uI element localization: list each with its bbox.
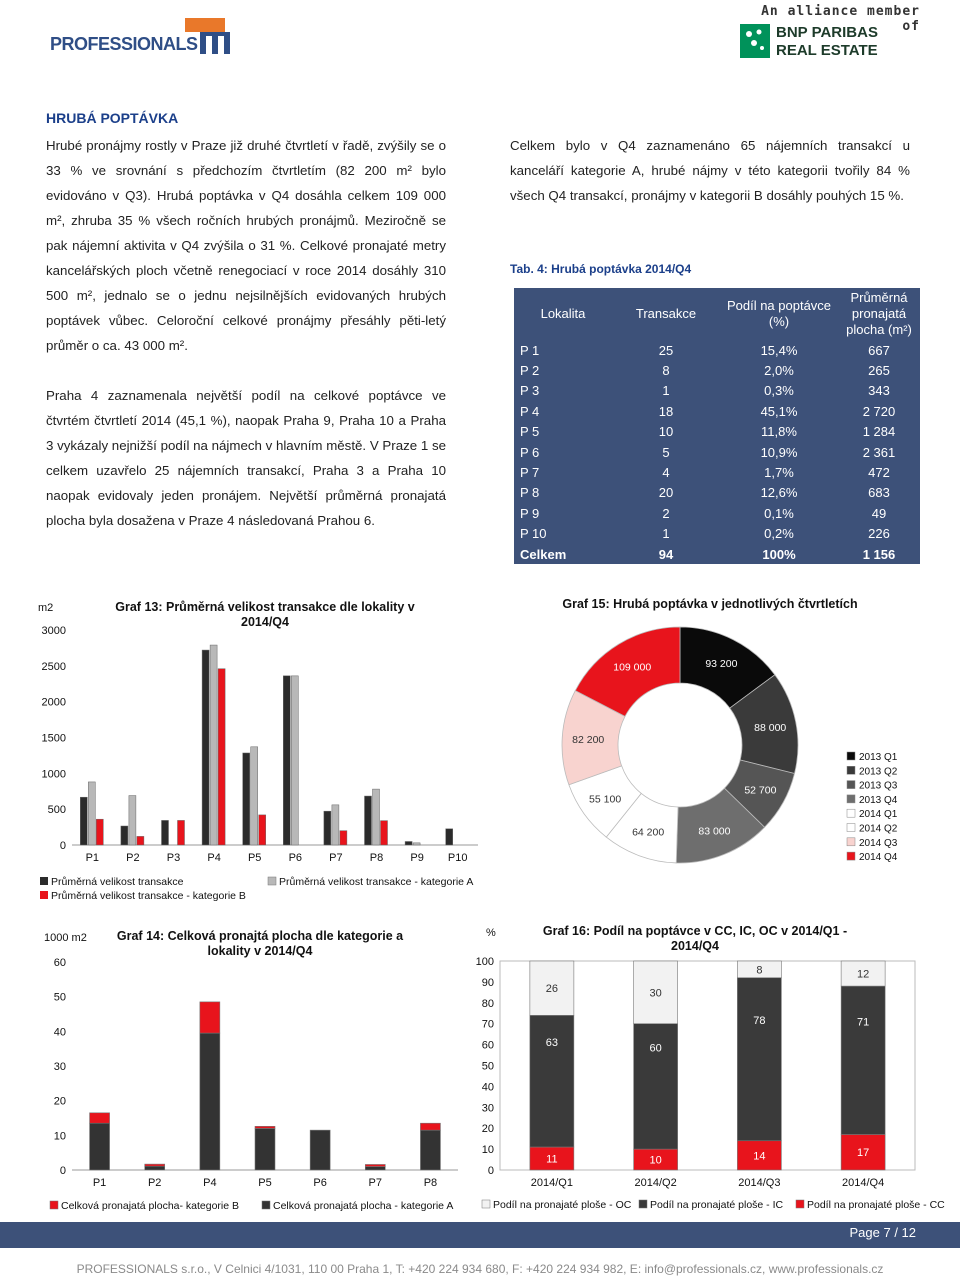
footer-address: PROFESSIONALS s.r.o., V Celnici 4/1031, 110 00 Praha 1, T: +420 224 934 680, F: +420 224 934 982, E: info@professionals.cz, www.professionals.cz — [76, 1262, 884, 1276]
table-row — [514, 360, 920, 380]
x-tick-label: P7 — [329, 852, 343, 864]
table-cell: 1 — [662, 526, 670, 542]
bar-segment — [90, 1123, 110, 1170]
data-label: 60 — [649, 1042, 662, 1055]
table-cell: 12,6% — [760, 485, 798, 501]
y-tick-label: 20 — [481, 1123, 494, 1136]
bar — [210, 645, 217, 845]
legend-swatch — [847, 766, 855, 774]
data-label: 17 — [857, 1147, 870, 1160]
x-tick-label: P9 — [410, 852, 424, 864]
table-header-row — [514, 288, 920, 340]
x-tick-label: P10 — [447, 852, 468, 864]
table-header: Průměrná pronajatá plocha (m²) — [846, 290, 912, 337]
table-cell: 472 — [868, 465, 890, 481]
table-cell: P 10 — [520, 526, 547, 542]
legend-label: 2014 Q1 — [859, 809, 898, 821]
bar-segment — [310, 1130, 330, 1170]
y-tick-label: 70 — [481, 1018, 494, 1031]
y-tick-label: 2500 — [41, 660, 66, 673]
slice-label: 55 100 — [589, 793, 622, 806]
table-cell: 343 — [868, 383, 890, 399]
bar-segment — [145, 1166, 165, 1170]
left-text-column — [46, 133, 446, 533]
bnp-stars-icon — [740, 24, 770, 58]
bar — [137, 836, 144, 845]
table-header: Lokalita — [540, 306, 586, 321]
table-cell: P 7 — [520, 465, 540, 481]
bar — [178, 820, 185, 845]
bar-segment — [200, 1033, 220, 1170]
bar — [324, 811, 331, 845]
legend-swatch — [847, 752, 855, 760]
legend-swatch — [639, 1200, 647, 1208]
x-tick-label: P5 — [247, 852, 262, 864]
bar — [243, 753, 250, 845]
bar — [373, 789, 380, 845]
table-cell: P 4 — [520, 403, 540, 419]
table-cell: 683 — [868, 485, 890, 501]
data-label: 26 — [545, 983, 558, 996]
table-cell: 2 — [662, 505, 670, 521]
legend-label: Průměrná velikost transakce — [51, 876, 184, 888]
y-tick-label: 90 — [481, 976, 494, 989]
section-title: HRUBÁ POPTÁVKA — [46, 110, 179, 126]
slice-label: 82 200 — [572, 733, 605, 746]
chart-13-title: Graf 13: Průměrná velikost transakce dle lokality v 2014/Q4 — [115, 600, 415, 629]
legend-swatch — [847, 781, 855, 789]
legend-swatch — [50, 1201, 58, 1209]
logo-text: PROFESSIONALS — [50, 34, 198, 54]
table-cell: 25 — [658, 342, 674, 358]
table-row — [514, 524, 920, 544]
bar — [121, 826, 128, 845]
table-cell: 20 — [658, 485, 674, 501]
bar — [340, 831, 347, 845]
bar-segment — [255, 1126, 275, 1128]
bnp-line2: REAL ESTATE — [776, 42, 878, 59]
right-paragraph-1: Celkem bylo v Q4 zaznamenáno 65 nájemních transakcí u kanceláří kategorie A, hrubé nájmy v této kategorii tvořily 84 % všech Q4 transakcí, pronájmy v kategorii B dosáhly pouhých 15 %. — [510, 138, 910, 203]
data-label: 71 — [857, 1016, 870, 1029]
table-caption: Tab. 4: Hrubá poptávka 2014/Q4 — [510, 262, 692, 276]
bar — [365, 796, 372, 845]
professionals-logo — [50, 12, 240, 57]
table-cell: 94 — [658, 546, 674, 562]
table-cell: Celkem — [520, 546, 567, 562]
x-tick-label: P2 — [126, 852, 140, 864]
bar-segment — [841, 986, 885, 1134]
bnp-line1: BNP PARIBAS — [776, 24, 878, 41]
y-tick-label: 0 — [59, 1165, 66, 1177]
bar — [162, 820, 169, 845]
table-cell: P 3 — [520, 383, 540, 399]
table-cell: 100% — [762, 546, 796, 562]
chart-14-title: Graf 14: Celková pronajtá plocha dle kategorie a lokality v 2014/Q4 — [116, 929, 404, 958]
x-tick-label: P6 — [288, 852, 303, 864]
slice-label: 52 700 — [744, 784, 777, 797]
table-cell: 2 361 — [862, 444, 896, 460]
table-cell: P 2 — [520, 363, 540, 379]
y-tick-label: 1000 — [41, 768, 66, 781]
bar-segment — [200, 1002, 220, 1033]
bar-segment — [365, 1164, 385, 1166]
x-tick-label: P1 — [92, 1177, 107, 1189]
table-cell: 0,1% — [764, 505, 794, 521]
table-cell: 0,3% — [764, 383, 794, 399]
legend-label: Celková pronajatá plocha - kategorie A — [273, 1200, 454, 1212]
table-cell: 10 — [658, 424, 674, 440]
table-cell: 2 720 — [862, 403, 896, 419]
table-cell: 2,0% — [764, 363, 794, 379]
bar — [129, 796, 136, 845]
legend-swatch — [796, 1200, 804, 1208]
y-axis-label: m2 — [38, 602, 54, 614]
bar — [251, 747, 258, 845]
y-axis-label: % — [486, 927, 496, 939]
y-tick-label: 10 — [481, 1144, 494, 1157]
bar — [80, 797, 87, 845]
y-tick-label: 60 — [481, 1039, 494, 1052]
legend-swatch — [40, 891, 48, 899]
y-tick-label: 20 — [53, 1095, 66, 1108]
bar — [332, 805, 339, 845]
x-tick-label: P2 — [147, 1177, 162, 1189]
legend-swatch — [482, 1200, 490, 1208]
legend-label: Podíl na pronajaté ploše - OC — [493, 1199, 632, 1211]
bar — [96, 819, 103, 845]
legend-swatch — [262, 1201, 270, 1209]
slice-label: 93 200 — [705, 657, 738, 670]
table-cell: P 1 — [520, 342, 540, 358]
table-header: Transakce — [635, 306, 697, 321]
y-tick-label: 0 — [59, 840, 66, 852]
legend-label: 2014 Q4 — [859, 852, 898, 864]
y-tick-label: 0 — [487, 1165, 494, 1177]
chart-15 — [480, 615, 960, 885]
y-tick-label: 40 — [481, 1081, 494, 1094]
legend-swatch — [847, 809, 855, 817]
bar — [381, 821, 388, 845]
legend-label: 2013 Q1 — [859, 752, 898, 763]
legend-swatch — [847, 824, 855, 832]
table-cell: P 8 — [520, 485, 540, 501]
table-cell: 18 — [658, 403, 674, 419]
legend-label: 2013 Q3 — [859, 780, 898, 792]
alliance-text: An alliance member of — [761, 4, 920, 34]
data-label: 11 — [546, 1153, 558, 1166]
legend-label: Celková pronajatá plocha- kategorie B — [61, 1200, 240, 1212]
right-text-column — [510, 133, 910, 208]
table-cell: P 5 — [520, 424, 540, 440]
chart-14 — [0, 925, 470, 1220]
table-row — [514, 462, 920, 482]
y-tick-label: 30 — [481, 1102, 494, 1115]
x-tick-label: 2014/Q4 — [842, 1177, 885, 1189]
legend-label: Průměrná velikost transakce - kategorie B — [51, 890, 246, 902]
table-cell: 1 284 — [862, 424, 896, 440]
bnp-logo — [740, 4, 920, 60]
bar-segment — [145, 1164, 165, 1166]
table-cell: 265 — [868, 363, 890, 379]
data-label: 14 — [753, 1150, 766, 1163]
legend-label: 2013 Q2 — [859, 766, 898, 778]
bar-segment — [420, 1130, 440, 1170]
x-tick-label: P3 — [166, 852, 181, 864]
y-tick-label: 30 — [53, 1061, 66, 1073]
bar — [202, 650, 209, 845]
table-row — [514, 544, 920, 564]
table-row — [514, 381, 920, 401]
y-tick-label: 80 — [481, 997, 494, 1010]
table-cell: 11,8% — [761, 424, 797, 440]
slice-label: 109 000 — [613, 661, 652, 674]
chart-16 — [470, 920, 960, 1220]
table-cell: 10,9% — [760, 444, 798, 460]
table-cell: 0,2% — [764, 526, 794, 542]
x-tick-label: P4 — [207, 852, 221, 864]
bar — [218, 669, 225, 845]
bar — [283, 676, 290, 845]
bar — [88, 782, 95, 845]
bar — [259, 815, 266, 845]
x-tick-label: 2014/Q2 — [634, 1177, 677, 1189]
y-tick-label: 500 — [47, 804, 66, 817]
legend-swatch — [268, 877, 276, 885]
legend-label: Podíl na pronajaté ploše - IC — [650, 1199, 784, 1211]
data-label: 10 — [649, 1154, 662, 1167]
table-cell: P 6 — [520, 444, 540, 460]
x-tick-label: P8 — [369, 852, 384, 864]
y-tick-label: 50 — [53, 991, 66, 1004]
x-tick-label: 2014/Q1 — [530, 1177, 573, 1189]
legend-label: Podíl na pronajaté ploše - CC — [807, 1199, 945, 1211]
legend-label: 2014 Q2 — [859, 823, 898, 835]
legend-swatch — [847, 852, 855, 860]
legend-label: 2014 Q3 — [859, 837, 898, 849]
legend-swatch — [847, 795, 855, 803]
x-tick-label: P1 — [85, 852, 100, 864]
demand-table — [514, 288, 920, 564]
table-row — [514, 422, 920, 442]
y-tick-label: 10 — [53, 1130, 66, 1143]
left-paragraph-1: Hrubé pronájmy rostly v Praze již druhé čtvrtletí v řadě, zvýšily se o 33 % ve srovnání s předchozím čtvrtletím (82 200 m² bylo evidováno v Q3). Hrubá poptávka v Q4 dosáhla celkem 109 000 m², zhruba 35 % všech ročních hrubých pronájmů. Meziročně se pak nájemní aktivita v Q4 zvýšila o 31 %. Celkové pronajaté metry kancelářských ploch včetně renegociací v roce 2014 dosáhly 310 500 m², jednalo se o jednu nejsilnějších evidovaných hrubých poptávek vůbec. Celoroční celkové pronájmy přesáhly pěti-letý průměr o ca. 43 000 m². — [46, 138, 446, 353]
page-number: Page 7 / 12 — [849, 1225, 916, 1240]
bar — [413, 843, 420, 845]
slice-label: 64 200 — [632, 826, 665, 839]
x-tick-label: P7 — [368, 1177, 383, 1189]
bar-segment — [90, 1113, 110, 1123]
x-tick-label: P4 — [203, 1177, 217, 1189]
table-row — [514, 401, 920, 421]
y-tick-label: 2000 — [41, 696, 66, 709]
table-cell: 5 — [662, 444, 670, 460]
chart-13 — [0, 595, 490, 910]
data-label: 8 — [756, 964, 763, 977]
table-cell: 1 156 — [862, 546, 896, 562]
data-label: 63 — [545, 1037, 558, 1050]
data-label: 12 — [857, 968, 870, 981]
y-tick-label: 100 — [475, 956, 494, 968]
legend-swatch — [40, 877, 48, 885]
table-row — [514, 483, 920, 503]
bar-segment — [530, 1015, 574, 1147]
bar-segment — [737, 978, 781, 1141]
x-tick-label: P5 — [258, 1177, 272, 1189]
chart-16-title: Graf 16: Podíl na poptávce v CC, IC, OC v 2014/Q1 - 2014/Q4 — [542, 924, 848, 953]
left-paragraph-2: Praha 4 zaznamenala největší podíl na celkové poptávce ve čtvrtém čtvrtletí 2014 (45,1 %), naopak Praha 9, Praha 10 a Praha 3 vykázaly nejnižší podíl na nájmech v hlavním městě. V Praze 1 se celkem uzavřelo 25 nájemních transakcí, Praha 3 a Praha 10 naopak evidovaly jeden pronájem. Největší průměrná pronajatá plocha byla dosažena v Praze 4 následovaná Prahou 6. — [46, 388, 446, 528]
table-cell: 8 — [662, 363, 670, 379]
slice-label: 88 000 — [754, 722, 787, 735]
bar — [405, 841, 412, 845]
table-cell: 45,1% — [760, 403, 798, 419]
chart-15-title: Graf 15: Hrubá poptávka v jednotlivých čtvrtletích — [562, 597, 858, 611]
slice-label: 83 000 — [698, 825, 731, 838]
legend-label: Průměrná velikost transakce - kategorie A — [279, 876, 474, 888]
y-tick-label: 3000 — [41, 625, 66, 637]
y-tick-label: 40 — [53, 1026, 66, 1039]
bar-segment — [365, 1167, 385, 1170]
y-tick-label: 1500 — [41, 732, 66, 745]
table-cell: 1 — [662, 383, 670, 399]
x-tick-label: 2014/Q3 — [738, 1177, 781, 1189]
table-row — [514, 340, 920, 360]
legend-swatch — [847, 838, 855, 846]
x-tick-label: P8 — [423, 1177, 438, 1189]
table-row — [514, 503, 920, 523]
table-cell: 4 — [662, 465, 670, 481]
bar — [446, 829, 453, 845]
y-axis-label: 1000 m2 — [44, 932, 87, 944]
table-cell: 226 — [868, 526, 890, 542]
table-row — [514, 442, 920, 462]
footer-bar — [0, 1222, 960, 1248]
x-tick-label: P6 — [313, 1177, 327, 1189]
data-label: 78 — [753, 1015, 766, 1028]
bar — [291, 676, 298, 845]
table-cell: 667 — [868, 342, 890, 358]
y-tick-label: 50 — [481, 1060, 494, 1073]
table-cell: 1,7% — [764, 465, 794, 481]
table-cell: 49 — [871, 505, 887, 521]
table-header: Podíl na poptávce (%) — [726, 298, 832, 329]
legend-label: 2013 Q4 — [859, 794, 898, 806]
bar-segment — [255, 1128, 275, 1170]
bar-segment — [420, 1123, 440, 1130]
y-tick-label: 60 — [53, 957, 66, 969]
table-cell: P 9 — [520, 505, 540, 521]
table-cell: 15,4% — [760, 342, 798, 358]
data-label: 30 — [649, 987, 662, 1000]
